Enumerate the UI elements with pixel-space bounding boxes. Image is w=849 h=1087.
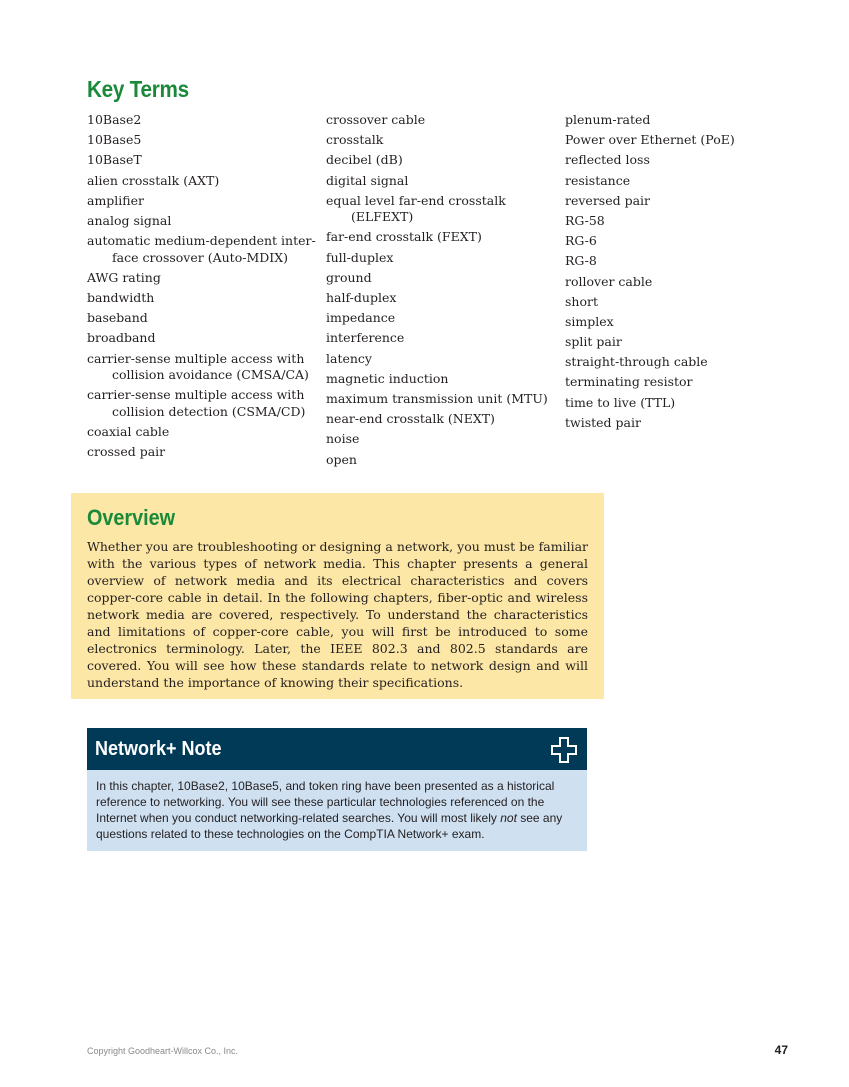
term-item: digital signal bbox=[326, 172, 409, 188]
term-item: short bbox=[565, 293, 598, 309]
term-item: terminating resistor bbox=[565, 374, 693, 390]
term-item: analog signal bbox=[87, 212, 172, 228]
term-item: bandwidth bbox=[87, 290, 155, 305]
term-item: amplifier bbox=[87, 192, 145, 208]
key-terms-column-1 bbox=[87, 112, 319, 464]
page-number: 47 bbox=[774, 1043, 788, 1057]
term-item: twisted pair bbox=[565, 414, 641, 430]
term-item: Power over Ethernet (PoE) bbox=[565, 132, 735, 148]
overview-text: Whether you are troubleshooting or designing a network, you must be familiar with the various types of network media. This chapter presents a general overview of network media and its electrical characteristics and covers copper-core cable in detail. In the following chapters, fiber-optic and wireless network media are covered, respectively. To understand the characteristics and limitations of copper-core cable, you will first be introduced to some electronics terminology. Later, the IEEE 802.3 and 802.5 standards are covered. You will see how these standards relate to network design and will understand the importance of knowing their specifications. bbox=[87, 539, 588, 690]
term-item: ground bbox=[326, 269, 372, 285]
term-item: 10Base2 bbox=[87, 112, 142, 127]
key-terms-column-3 bbox=[565, 112, 765, 435]
term-item: 10BaseT bbox=[87, 152, 142, 168]
term-item: open bbox=[326, 451, 357, 467]
note-title: Network+ Note bbox=[95, 737, 222, 760]
term-item: 10Base5 bbox=[87, 132, 142, 148]
note-body bbox=[87, 770, 587, 851]
term-item: crossed pair bbox=[87, 444, 166, 460]
term-item: resistance bbox=[565, 172, 631, 188]
term-item: latency bbox=[326, 350, 372, 366]
term-item: crosstalk bbox=[326, 132, 384, 148]
term-item: carrier-sense multiple access with collision avoidance (CMSA/CA) bbox=[87, 350, 309, 383]
term-item: time to live (TTL) bbox=[565, 394, 676, 410]
term-item: interference bbox=[326, 330, 405, 346]
term-item: carrier-sense multiple access with collision detection (CSMA/CD) bbox=[87, 387, 306, 419]
overview-box bbox=[71, 493, 604, 699]
term-item: reversed pair bbox=[565, 192, 651, 208]
term-item: baseband bbox=[87, 310, 148, 326]
term-item: broadband bbox=[87, 330, 156, 346]
term-item: AWG rating bbox=[87, 269, 161, 285]
term-item: RG-6 bbox=[565, 233, 597, 249]
note-header bbox=[87, 728, 587, 770]
term-item: simplex bbox=[565, 313, 614, 329]
term-item: alien crosstalk (AXT) bbox=[87, 172, 220, 188]
term-item: RG-58 bbox=[565, 212, 605, 228]
term-item: crossover cable bbox=[326, 112, 426, 127]
term-item: near-end crosstalk (NEXT) bbox=[326, 411, 495, 427]
term-item: magnetic induction bbox=[326, 370, 449, 386]
term-item: automatic medium-dependent inter-face crossover (Auto-MDIX) bbox=[87, 233, 316, 265]
term-item: maximum transmission unit (MTU) bbox=[326, 390, 548, 406]
term-item: equal level far-end crosstalk (ELFEXT) bbox=[326, 192, 506, 225]
term-item: RG-8 bbox=[565, 253, 597, 269]
term-item: coaxial cable bbox=[87, 423, 170, 439]
term-item: split pair bbox=[565, 334, 622, 350]
copyright-footer: Copyright Goodheart-Willcox Co., Inc. bbox=[87, 1046, 239, 1056]
term-item: noise bbox=[326, 431, 360, 447]
term-item: reflected loss bbox=[565, 152, 650, 168]
key-terms-column-2 bbox=[326, 112, 558, 472]
term-item: full-duplex bbox=[326, 249, 394, 265]
note-text-emphasis: not bbox=[500, 811, 517, 825]
overview-title: Overview bbox=[87, 505, 176, 530]
term-item: decibel (dB) bbox=[326, 152, 403, 168]
term-item: half-duplex bbox=[326, 290, 397, 305]
key-terms-title: Key Terms bbox=[87, 76, 189, 102]
term-item: straight-through cable bbox=[565, 354, 708, 370]
term-item: rollover cable bbox=[565, 273, 653, 289]
term-item: far-end crosstalk (FEXT) bbox=[326, 229, 482, 245]
network-plus-note bbox=[87, 728, 587, 851]
note-text-part: In this chapter, 10Base2, 10Base5, and token ring have been presented as a historical reference to networking. You will see these particular technologies referenced on the Internet when you conduct networking-related searches. You will most likely bbox=[96, 779, 555, 825]
plus-cross-icon bbox=[551, 737, 577, 763]
term-item: plenum-rated bbox=[565, 112, 651, 127]
term-item: impedance bbox=[326, 310, 396, 326]
note-text-part: see any questions related to these technologies on the CompTIA Network+ exam. bbox=[96, 811, 563, 841]
